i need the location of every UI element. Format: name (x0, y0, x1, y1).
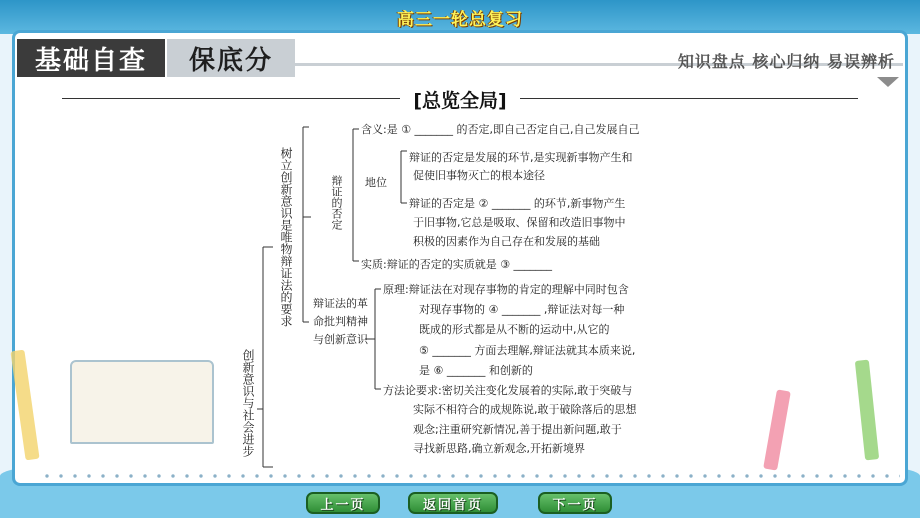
prev-page-button[interactable]: 上一页 (306, 492, 380, 514)
mind-map-line: 于旧事物,它总是吸取、保留和改造旧事物中 (413, 216, 626, 229)
mind-map-line: 实际不相符合的成规陈说,敢于破除落后的思想 (413, 403, 637, 416)
section-header (15, 39, 905, 79)
header-label-basic: 基础自查 (17, 39, 165, 77)
title-rule-left (62, 98, 400, 99)
mind-map-line: 寻找新思路,确立新观念,开拓新境界 (413, 442, 585, 455)
mind-map-root: 创新意识与社会进步 (241, 349, 255, 457)
header-subtitle: 知识盘点 核心归纳 易误辨析 (677, 52, 895, 71)
title-rule-right (520, 98, 858, 99)
mind-map-line: 原理:辩证法在对现存事物的肯定的理解中同时包含 (383, 283, 629, 296)
course-title: 高三一轮总复习 (397, 10, 523, 30)
mind-map-line: 含义:是 ① _______ 的否定,即自己否定自己,自己发展自己 (361, 123, 640, 136)
mind-map-line: 辩证的否定是发展的环节,是实现新事物产生和 (409, 151, 633, 164)
mind-map-line: 观念;注重研究新情况,善于提出新问题,敢于 (413, 423, 622, 436)
mind-map-line: 对现存事物的 ④ _______ ,辩证法对每一种 (419, 303, 625, 316)
book-illustration (70, 360, 214, 444)
mind-map-line: 既成的形式都是从不断的运动中,从它的 (419, 323, 610, 336)
mind-map-node-dialectical-negation: 辩证的否定 (330, 175, 343, 230)
mind-map-line: ⑤ _______ 方面去理解,辩证法就其本质来说, (419, 344, 636, 357)
next-page-button[interactable]: 下一页 (538, 492, 612, 514)
mind-map-line: 促使旧事物灭亡的根本途径 (413, 169, 545, 182)
mind-map-branch-2: 辩证法的革命批判精神与创新意识 (313, 297, 368, 346)
mind-map-line: 积极的因素作为自己存在和发展的基础 (413, 235, 600, 248)
mind-map-node-status: 地位 (365, 176, 387, 189)
mind-map-line: 辩证的否定是 ② _______ 的环节,新事物产生 (409, 197, 626, 210)
mind-map-line: 实质:辩证的否定的实质就是 ③ _______ (361, 258, 553, 271)
mind-map (235, 117, 680, 469)
home-button[interactable]: 返回首页 (408, 492, 498, 514)
mind-map-line: 是 ⑥ _______ 和创新的 (419, 364, 533, 377)
dotted-decoration (40, 470, 900, 482)
corner-triangle-icon (877, 77, 899, 87)
top-banner (0, 0, 920, 34)
header-label-score: 保底分 (167, 39, 295, 77)
mind-map-line: 方法论要求:密切关注变化发展着的实际,敢于突破与 (383, 384, 633, 397)
section-title: [总览全局] (413, 90, 507, 112)
mind-map-branch-1: 树立创新意识是唯物辩证法的要求 (279, 147, 293, 327)
